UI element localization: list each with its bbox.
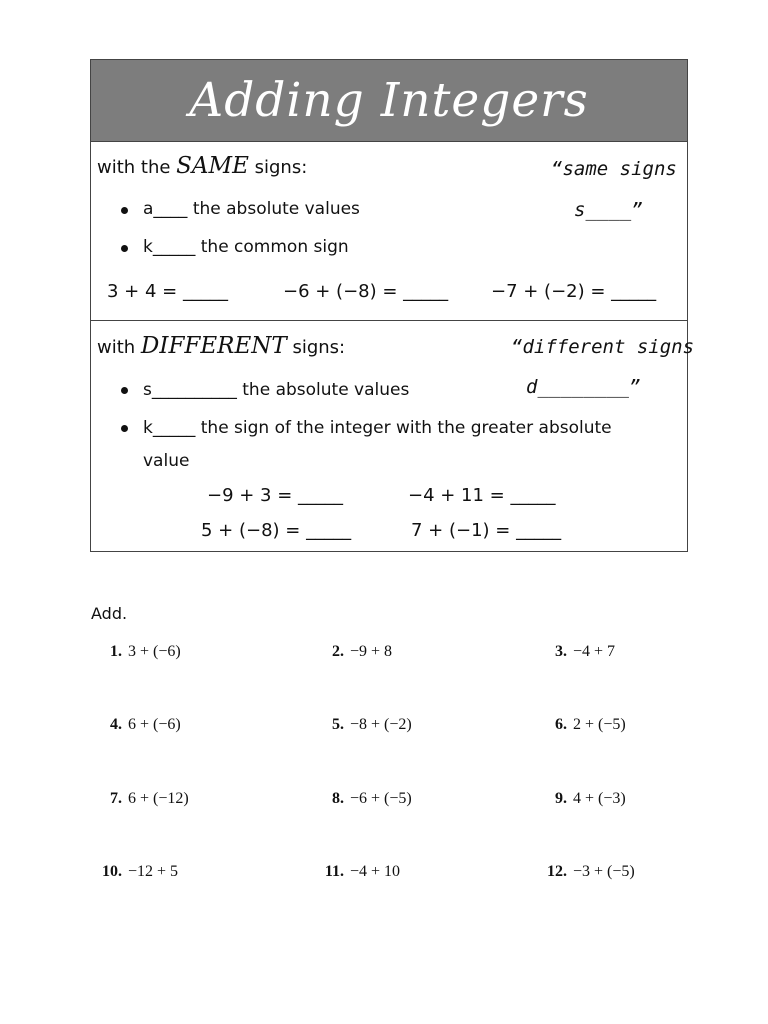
practice-problem	[96, 643, 181, 661]
heading-emphasis: DIFFERENT	[140, 333, 287, 359]
same-example: 3 + 4 = _____	[107, 281, 228, 302]
problem-number: 5.	[332, 716, 344, 733]
problem-number: 4.	[110, 716, 122, 733]
practice-problem	[541, 863, 635, 881]
different-example: 7 + (−1) = _____	[411, 520, 562, 541]
different-slogan-line1: “different signs	[511, 336, 695, 358]
heading-prefix: with the	[97, 157, 177, 178]
different-example: −4 + 11 = _____	[408, 485, 556, 506]
different-example: −9 + 3 = _____	[207, 485, 344, 506]
problem-number: 1.	[110, 643, 122, 660]
practice-problem	[541, 716, 626, 734]
problem-number: 2.	[332, 643, 344, 660]
notes-card	[90, 59, 695, 552]
heading-emphasis: SAME	[176, 153, 249, 179]
problem-number: 10.	[102, 863, 122, 880]
same-signs-heading	[97, 153, 307, 179]
practice-problem	[318, 716, 412, 734]
problem-expression: −9 + 8	[350, 643, 393, 660]
practice-problem	[318, 790, 412, 808]
problem-expression: 6 + (−6)	[128, 716, 181, 733]
same-slogan-line1: “same signs	[551, 158, 677, 180]
problem-expression: −8 + (−2)	[350, 716, 412, 733]
problem-expression: 4 + (−3)	[573, 790, 626, 807]
same-rule-2: k_____ the common sign	[143, 237, 349, 257]
different-rule-1: s__________ the absolute values	[143, 380, 410, 400]
bullet-icon	[121, 387, 128, 394]
problem-number: 7.	[110, 790, 122, 807]
heading-suffix: signs:	[248, 157, 308, 178]
same-example: −6 + (−8) = _____	[283, 281, 449, 302]
problem-expression: −6 + (−5)	[350, 790, 412, 807]
problem-expression: −3 + (−5)	[573, 863, 635, 880]
practice-problem	[96, 716, 181, 734]
problem-expression: −4 + 10	[350, 863, 401, 880]
same-example: −7 + (−2) = _____	[491, 281, 657, 302]
heading-suffix: signs:	[286, 337, 346, 358]
problem-expression: 2 + (−5)	[573, 716, 626, 733]
bullet-icon	[121, 425, 128, 432]
problem-number: 3.	[555, 643, 567, 660]
different-signs-heading	[97, 333, 345, 359]
problem-expression: −4 + 7	[573, 643, 616, 660]
different-example: 5 + (−8) = _____	[201, 520, 352, 541]
page-title: Adding Integers	[189, 73, 589, 128]
different-slogan-line2: d________”	[526, 376, 641, 398]
problem-expression: −12 + 5	[128, 863, 179, 880]
practice-instruction: Add.	[91, 604, 128, 623]
practice-problem	[96, 863, 178, 881]
problem-number: 8.	[332, 790, 344, 807]
problem-number: 11.	[324, 863, 344, 880]
practice-problem	[318, 643, 392, 661]
title-banner	[91, 60, 687, 142]
practice-problem	[541, 643, 615, 661]
problem-number: 12.	[547, 863, 567, 880]
same-signs-section	[91, 141, 687, 321]
problem-number: 9.	[555, 790, 567, 807]
different-rule-2: k_____ the sign of the integer with the greater absolute	[143, 418, 612, 438]
practice-problem	[318, 863, 400, 881]
bullet-icon	[121, 207, 128, 214]
same-rule-1: a____ the absolute values	[143, 199, 360, 219]
different-rule-2-cont: value	[143, 451, 190, 471]
practice-problem	[541, 790, 626, 808]
heading-prefix: with	[97, 337, 141, 358]
problem-expression: 3 + (−6)	[128, 643, 181, 660]
practice-problem	[96, 790, 189, 808]
bullet-icon	[121, 245, 128, 252]
problem-number: 6.	[555, 716, 567, 733]
different-signs-section	[91, 321, 695, 552]
problem-expression: 6 + (−12)	[128, 790, 189, 807]
same-slogan-line2: s____”	[574, 199, 643, 221]
